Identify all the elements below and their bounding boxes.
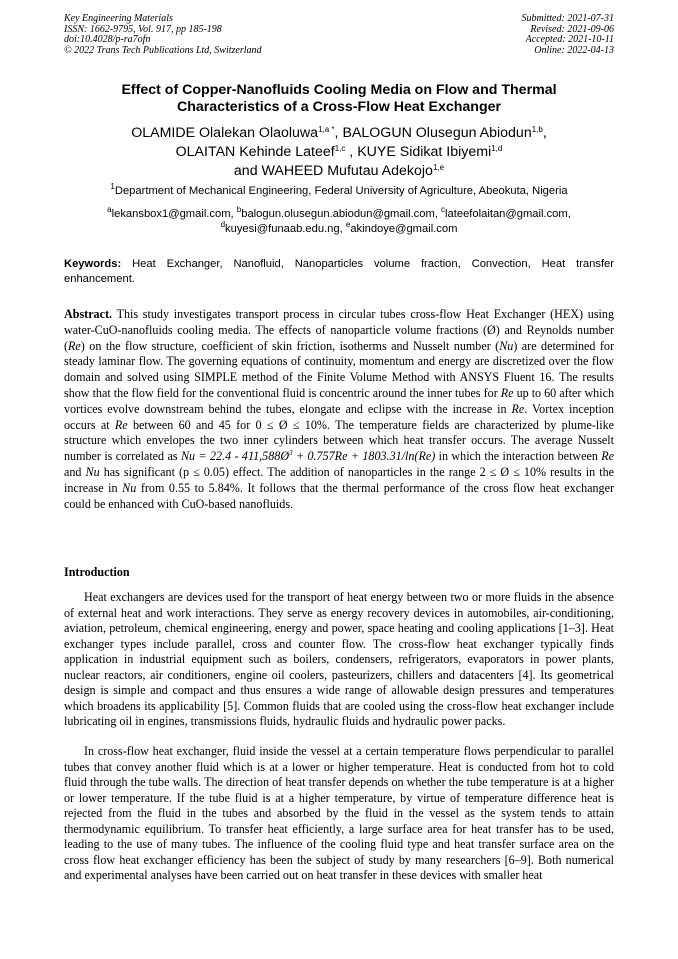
abstract-symbol: Re: [68, 338, 81, 353]
abstract-symbol: Re: [601, 449, 615, 464]
abstract-block: [64, 307, 614, 512]
abstract-symbol: Re: [114, 417, 128, 432]
author-list: [64, 124, 614, 181]
abstract-text: in which the interaction between: [435, 449, 602, 464]
email-address[interactable]: balogun.olusegun.abiodun@gmail.com,: [241, 208, 438, 220]
author-line-1: OLAMIDE Olalekan Olaoluwa$^{1,a *}$, BALOGUN Olusegun Abiodun$^{1,b}$,: [131, 125, 547, 141]
journal-header-right: [522, 14, 615, 56]
title-line-2: Characteristics of a Cross-Flow Heat Exchanger: [176, 99, 502, 115]
author-name: OLAITAN Kehinde Lateef: [175, 144, 335, 160]
affiliation-text: Department of Mechanical Engineering, Federal University of Agriculture, Abeokuta, Nigeria: [114, 185, 568, 197]
email-address[interactable]: lekansbox1@gmail.com,: [111, 208, 234, 220]
equation-exponent: 3: [289, 449, 293, 458]
equation-part: + 0.757Re + 1803.31/ln(Re): [292, 449, 436, 464]
submitted-date: Submitted: 2021-07-31: [521, 13, 614, 24]
email-mark: d: [220, 220, 226, 229]
email-mark: a: [107, 205, 112, 214]
title-line-1: Effect of Copper-Nanofluids Cooling Media on Flow and Thermal: [121, 82, 557, 98]
email-address[interactable]: akindoye@gmail.com: [350, 223, 458, 235]
abstract-symbol: Nu: [499, 338, 514, 353]
abstract-text: ) on the flow structure, coefficient of skin friction, isotherms and Nusselt number (: [80, 338, 500, 353]
abstract-text: between 60 and 45 for 0 ≤ Ø ≤ 10%. The temperature fields are characterized by plume-like structure which envelopes the two inner cylinders between which heat transfer occurs. The average Nusselt number is correlated as: [64, 417, 615, 464]
author-affil-mark: 1,e: [432, 163, 445, 172]
author-affil-mark: 1,c: [334, 144, 346, 153]
email-mark: b: [236, 205, 242, 214]
author-name: KUYE Sidikat Ibiyemi: [357, 144, 492, 160]
author-affil-mark: 1,a *: [318, 125, 335, 134]
affiliation: [64, 184, 614, 199]
issn-line: ISSN: 1662-9795, Vol. 917, pp 185-198: [64, 23, 222, 35]
abstract-symbol: Re: [500, 385, 514, 400]
author-name: BALOGUN Olusegun Abiodun: [342, 125, 532, 141]
revised-date: Revised: 2021-09-06: [530, 23, 614, 35]
introduction-paragraph-1: Heat exchangers are devices used for the transport of heat energy between two or more fluids in the absence of external heat and work interactions. They serve as energy recovery devices in automobiles, air-conditioning, aviation, petroleum, chemical engineering, energy and power, space heating and cooling applications [1–3]. Heat exchanger types include parallel, cross and counter flow. The cross-flow heat exchanger typically finds application in industrial equipment such as boilers, condensers, refrigerators, evaporators in power plants, nuclear reactors, air conditioners, engine oil coolers, pasteurizers, chillers and datacenters [4]. Its geometrical design is simple and compact and thus ensures a wide range of allowable design pressures and temperatures which broadens its applicability [5]. Common fluids that are cooled using the cross-flow heat exchanger include lubricating oil in engines, transmissions fluids, hydraulic fluids and hydraulic power packs.: [64, 590, 614, 728]
abstract-text: has significant (p ≤ 0.05) effect. The addition of nanoparticles in the range 2 ≤ Ø ≤ 10% results in the increase in: [64, 464, 614, 495]
keywords-label: Keywords:: [64, 258, 122, 270]
accepted-date: Accepted: 2021-10-11: [525, 34, 614, 46]
introduction-paragraph-2: In cross-flow heat exchanger, fluid inside the vessel at a certain temperature flows perpendicular to parallel tubes that convey another fluid which is at a lower or higher temperature. Heat is conducted from hot to cold fluid through the tube walls. The direction of heat transfer depends on whether the tube temperature is at a higher or lower temperature. If the tube fluid is at a higher temperature, by virtue of temperature difference heat is rejected from the fluid in the tubes and absorbed by the fluid in the vessel as the system tends to attain thermodynamic equilibrium. To transfer heat efficiently, a large surface area for heat transfer has to be used, leading to the use of many tubes. The influence of the cooling fluid type and heat transfer surface area on the cross flow heat exchanger efficiency has been the subject of study by many researchers [6–9]. Both numerical and experimental analyses have been carried out on heat transfer in these devices with smaller heat: [64, 744, 614, 882]
email-mark: c: [441, 205, 446, 214]
abstract-symbol: Nu: [85, 464, 100, 479]
equation-part: Nu = 22.4 - 411,588Ø: [180, 449, 290, 464]
abstract-symbol: Nu: [122, 480, 137, 495]
abstract-text: This study investigates transport process in circular tubes cross-flow Heat Exchanger (HEX) using water-CuO-nanofluids cooling media. The effects of nanoparticle volume fractions (Ø) and Reynolds number (: [64, 307, 615, 353]
abstract-text: . Vortex inception occurs at: [64, 401, 614, 432]
abstract-text: from 0.55 to 5.84%. It follows that the thermal performance of the cross flow heat exchanger could be enhanced with CuO-based nanofluids.: [64, 480, 614, 511]
author-line-2: OLAITAN Kehinde Lateef$^{1,c}$ , KUYE Sidikat Ibiyemi$^{1,d}$: [175, 144, 503, 160]
keywords-text: Heat Exchanger, Nanofluid, Nanoparticles volume fraction, Convection, Heat transfer enhancement.: [64, 258, 615, 285]
author-name: WAHEED Mufutau Adekojo: [261, 163, 433, 179]
email-address[interactable]: kuyesi@funaab.edu.ng,: [225, 223, 343, 235]
author-affil-mark: 1,d: [491, 144, 503, 153]
keywords-block: [64, 257, 614, 287]
email-mark: e: [345, 220, 351, 229]
email-address[interactable]: lateefolaitan@gmail.com,: [445, 208, 571, 220]
author-line-3: [64, 162, 614, 181]
introduction-heading: Introduction: [64, 565, 130, 579]
journal-name: Key Engineering Materials: [64, 13, 173, 24]
author-conjunction: and: [233, 163, 258, 179]
nusselt-correlation: [181, 449, 435, 463]
copyright-line: © 2022 Trans Tech Publications Ltd, Switzerland: [64, 44, 262, 56]
journal-header-left: [64, 14, 262, 56]
abstract-label: Abstract.: [64, 307, 113, 321]
abstract-text: up to 60 after which vortices evolve downstream behind the tubes, elongate and eclipse with the increase in: [64, 385, 615, 416]
abstract-text: and: [64, 464, 86, 479]
abstract-symbol: Re: [511, 401, 525, 416]
author-emails: [64, 207, 614, 237]
paper-title: [64, 82, 614, 116]
author-name: OLAMIDE Olalekan Olaoluwa: [131, 125, 319, 141]
doi-line: doi:10.4028/p-ra7ofn: [64, 34, 151, 46]
affiliation-mark: 1: [110, 182, 115, 191]
abstract-text: ) are determined for steady laminar flow. The governing equations of continuity, momentum and energy are discretized over the flow domain and solved using SIMPLE method of the Finite Volume Method with ANSYS Fluent 16. The results show that the flow field for the conventional fluid is concentric around the inner tubes for: [64, 338, 614, 400]
author-affil-mark: 1,b: [531, 125, 543, 134]
online-date: Online: 2022-04-13: [534, 44, 614, 56]
